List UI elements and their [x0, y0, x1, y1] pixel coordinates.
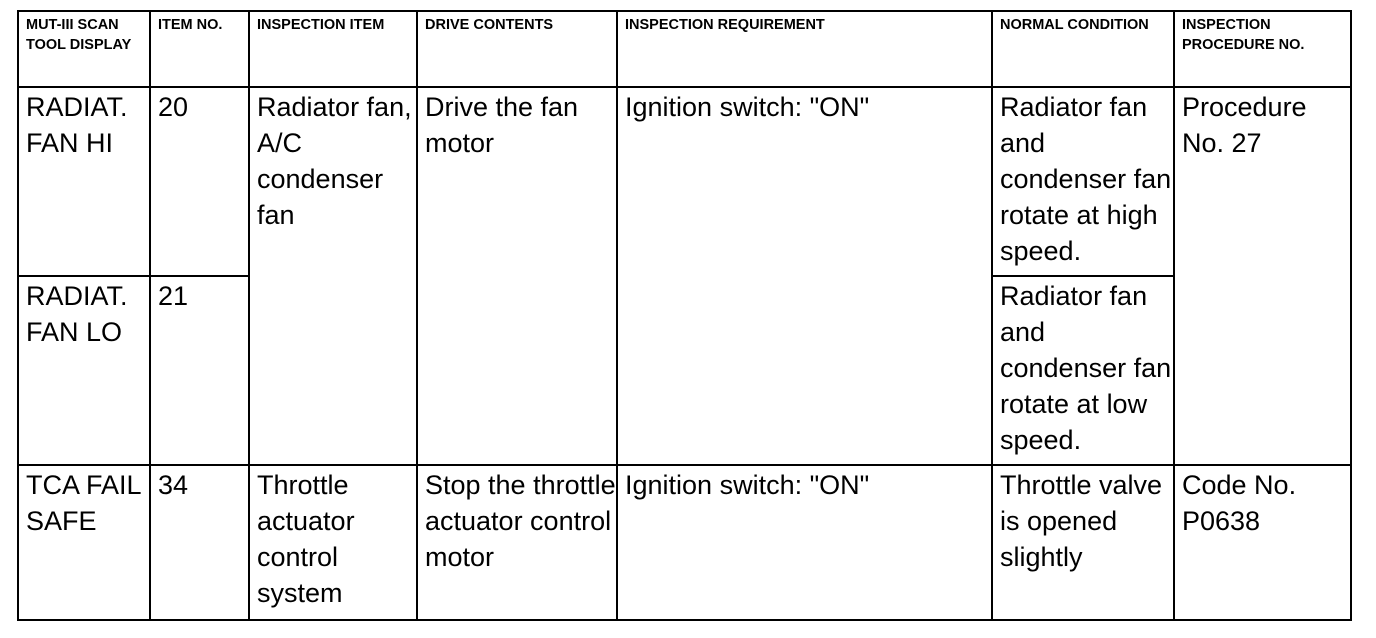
table-row	[18, 465, 1351, 620]
header-drive-contents: DRIVE CONTENTS	[417, 11, 617, 87]
header-inspection-item: INSPECTION ITEM	[249, 11, 417, 87]
cell-item-no: 20	[150, 87, 249, 276]
cell-display: TCA FAIL SAFE	[18, 465, 150, 620]
cell-requirement: Ignition switch: "ON"	[617, 87, 992, 465]
table-row	[18, 87, 1351, 276]
cell-item-no: 21	[150, 276, 249, 465]
cell-drive-contents: Drive the fan motor	[417, 87, 617, 465]
cell-requirement: Ignition switch: "ON"	[617, 465, 992, 620]
header-item-no: ITEM NO.	[150, 11, 249, 87]
header-normal-condition: NORMAL CONDITION	[992, 11, 1174, 87]
cell-normal-condition: Radiator fan and condenser fan rotate at low speed.	[992, 276, 1174, 465]
header-inspection-requirement: INSPECTION REQUIREMENT	[617, 11, 992, 87]
cell-inspection-item: Radiator fan, A/C condenser fan	[249, 87, 417, 465]
header-procedure-no: INSPECTION PROCEDURE NO.	[1174, 11, 1351, 87]
cell-normal-condition: Throttle valve is opened slightly	[992, 465, 1174, 620]
cell-drive-contents: Stop the throttle actuator control motor	[417, 465, 617, 620]
actuator-test-table	[17, 10, 1352, 621]
cell-display: RADIAT. FAN LO	[18, 276, 150, 465]
cell-inspection-item: Throttle actuator control system	[249, 465, 417, 620]
cell-procedure: Procedure No. 27	[1174, 87, 1351, 465]
cell-normal-condition: Radiator fan and condenser fan rotate at high speed.	[992, 87, 1174, 276]
header-scan-tool-display: MUT-III SCAN TOOL DISPLAY	[18, 11, 150, 87]
cell-display: RADIAT. FAN HI	[18, 87, 150, 276]
cell-item-no: 34	[150, 465, 249, 620]
cell-procedure: Code No. P0638	[1174, 465, 1351, 620]
header-row	[18, 11, 1351, 87]
